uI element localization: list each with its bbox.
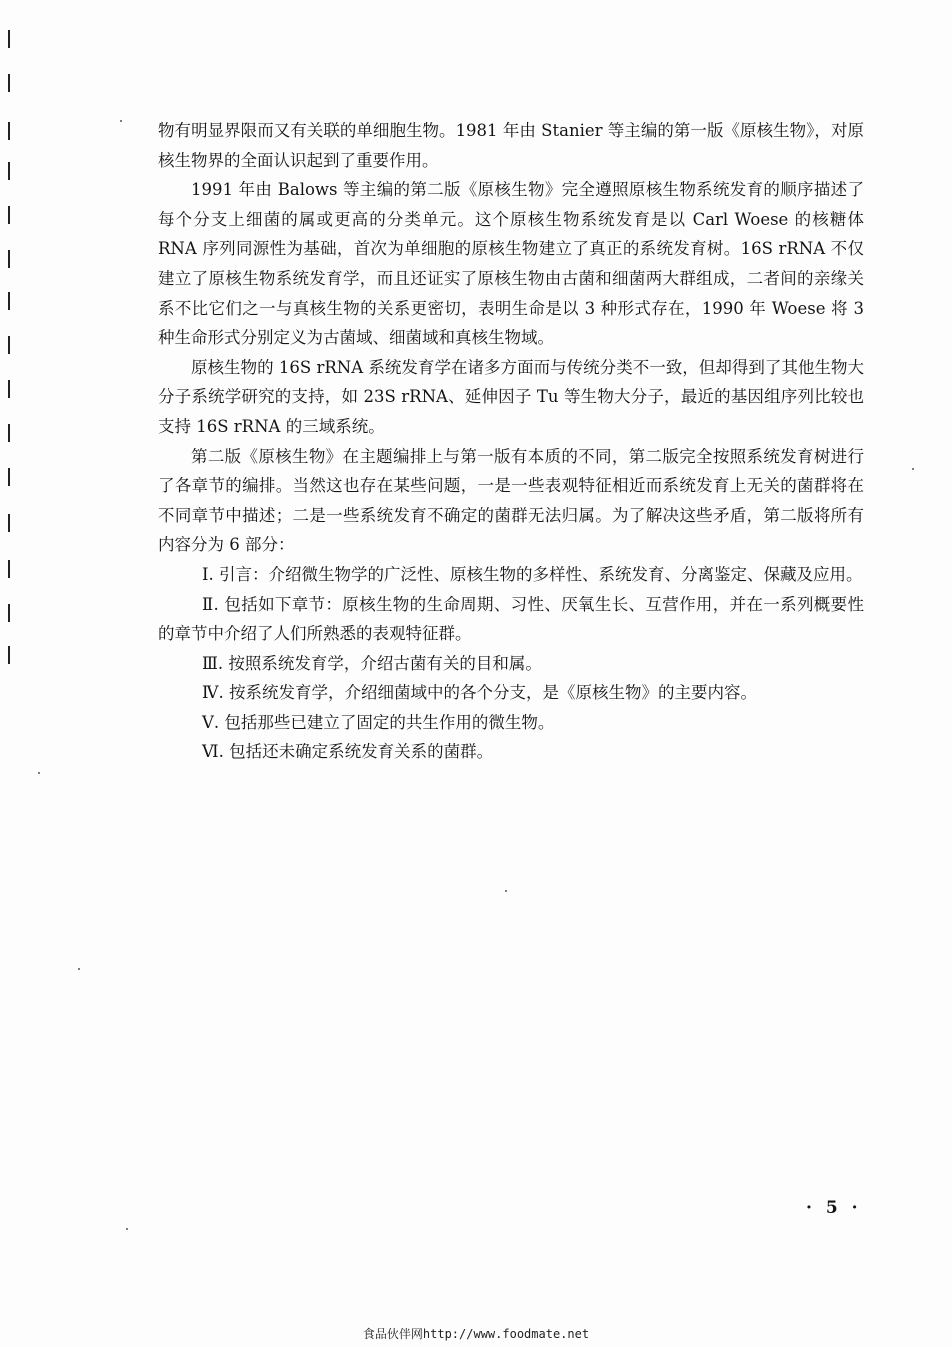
scan-speck — [505, 890, 507, 892]
list-item-part-4: Ⅳ. 按系统发育学，介绍细菌域中的各个分支，是《原核生物》的主要内容。 — [202, 683, 757, 703]
footer-watermark: 食品伙伴网http://www.foodmate.net — [362, 1327, 590, 1341]
scan-speck — [78, 968, 80, 970]
scan-speck — [38, 772, 40, 774]
paragraph-continued: 物有明显界限而又有关联的单细胞生物。1981 年由 Stanier 等主编的第一版《原核生物》，对原核生物界的全面认识起到了重要作用。 — [158, 121, 864, 170]
list-item-part-5: Ⅴ. 包括那些已建立了固定的共生作用的微生物。 — [202, 712, 555, 732]
list-item-part-2: Ⅱ. 包括如下章节：原核生物的生命周期、习性、厌氧生长、互营作用，并在一系列概要性的章节中介绍了人们所熟悉的表观特征群。 — [158, 594, 864, 644]
list-item-part-1: Ⅰ. 引言：介绍微生物学的广泛性、原核生物的多样性、系统发育、分离鉴定、保藏及应用。 — [202, 564, 863, 584]
list-item-part-6: Ⅵ. 包括还未确定系统发育关系的菌群。 — [202, 742, 494, 762]
paragraph-arrangement: 第二版《原核生物》在主题编排上与第一版有本质的不同，第二版完全按照系统发育树进行了各章节的编排。当然这也存在某些问题，一是一些表观特征相近而系统发育上无关的菌群将在不同章节中描述；二是一些系统发育不确定的菌群无法归属。为了解决这些矛盾，第二版将所有内容分为 6 部分： — [158, 446, 864, 555]
body-text — [158, 116, 864, 767]
binding-edge-marks — [8, 30, 12, 670]
scan-speck — [912, 468, 914, 470]
page-number: · 5 · — [806, 1198, 862, 1218]
scan-speck — [120, 120, 122, 122]
paragraph-16s-rrna: 原核生物的 16S rRNA 系统发育学在诸多方面而与传统分类不一致，但却得到了其他生物大分子系统学研究的支持，如 23S rRNA、延伸因子 Tu 等生物大分子，最近的基因组序列比较也支持 16S rRNA 的三域系统。 — [158, 357, 864, 436]
paragraph-second-edition: 1991 年由 Balows 等主编的第二版《原核生物》完全遵照原核生物系统发育的顺序描述了每个分支上细菌的属或更高的分类单元。这个原核生物系统发育是以 Carl Woese 的核糖体 RNA 序列同源性为基础，首次为单细胞的原核生物建立了真正的系统发育树。16S rRNA 不仅建立了原核生物系统发育学，而且还证实了原核生物由古菌和细菌两大群组成，二者间的亲缘关系不比它们之一与真核生物的关系更密切，表明生命是以 3 种形式存在，1990 年 Woese 将 3 种生命形式分别定义为古菌域、细菌域和真核生物域。 — [158, 180, 864, 348]
list-item-part-3: Ⅲ. 按照系统发育学，介绍古菌有关的目和属。 — [202, 653, 542, 673]
scan-speck — [126, 1228, 128, 1230]
